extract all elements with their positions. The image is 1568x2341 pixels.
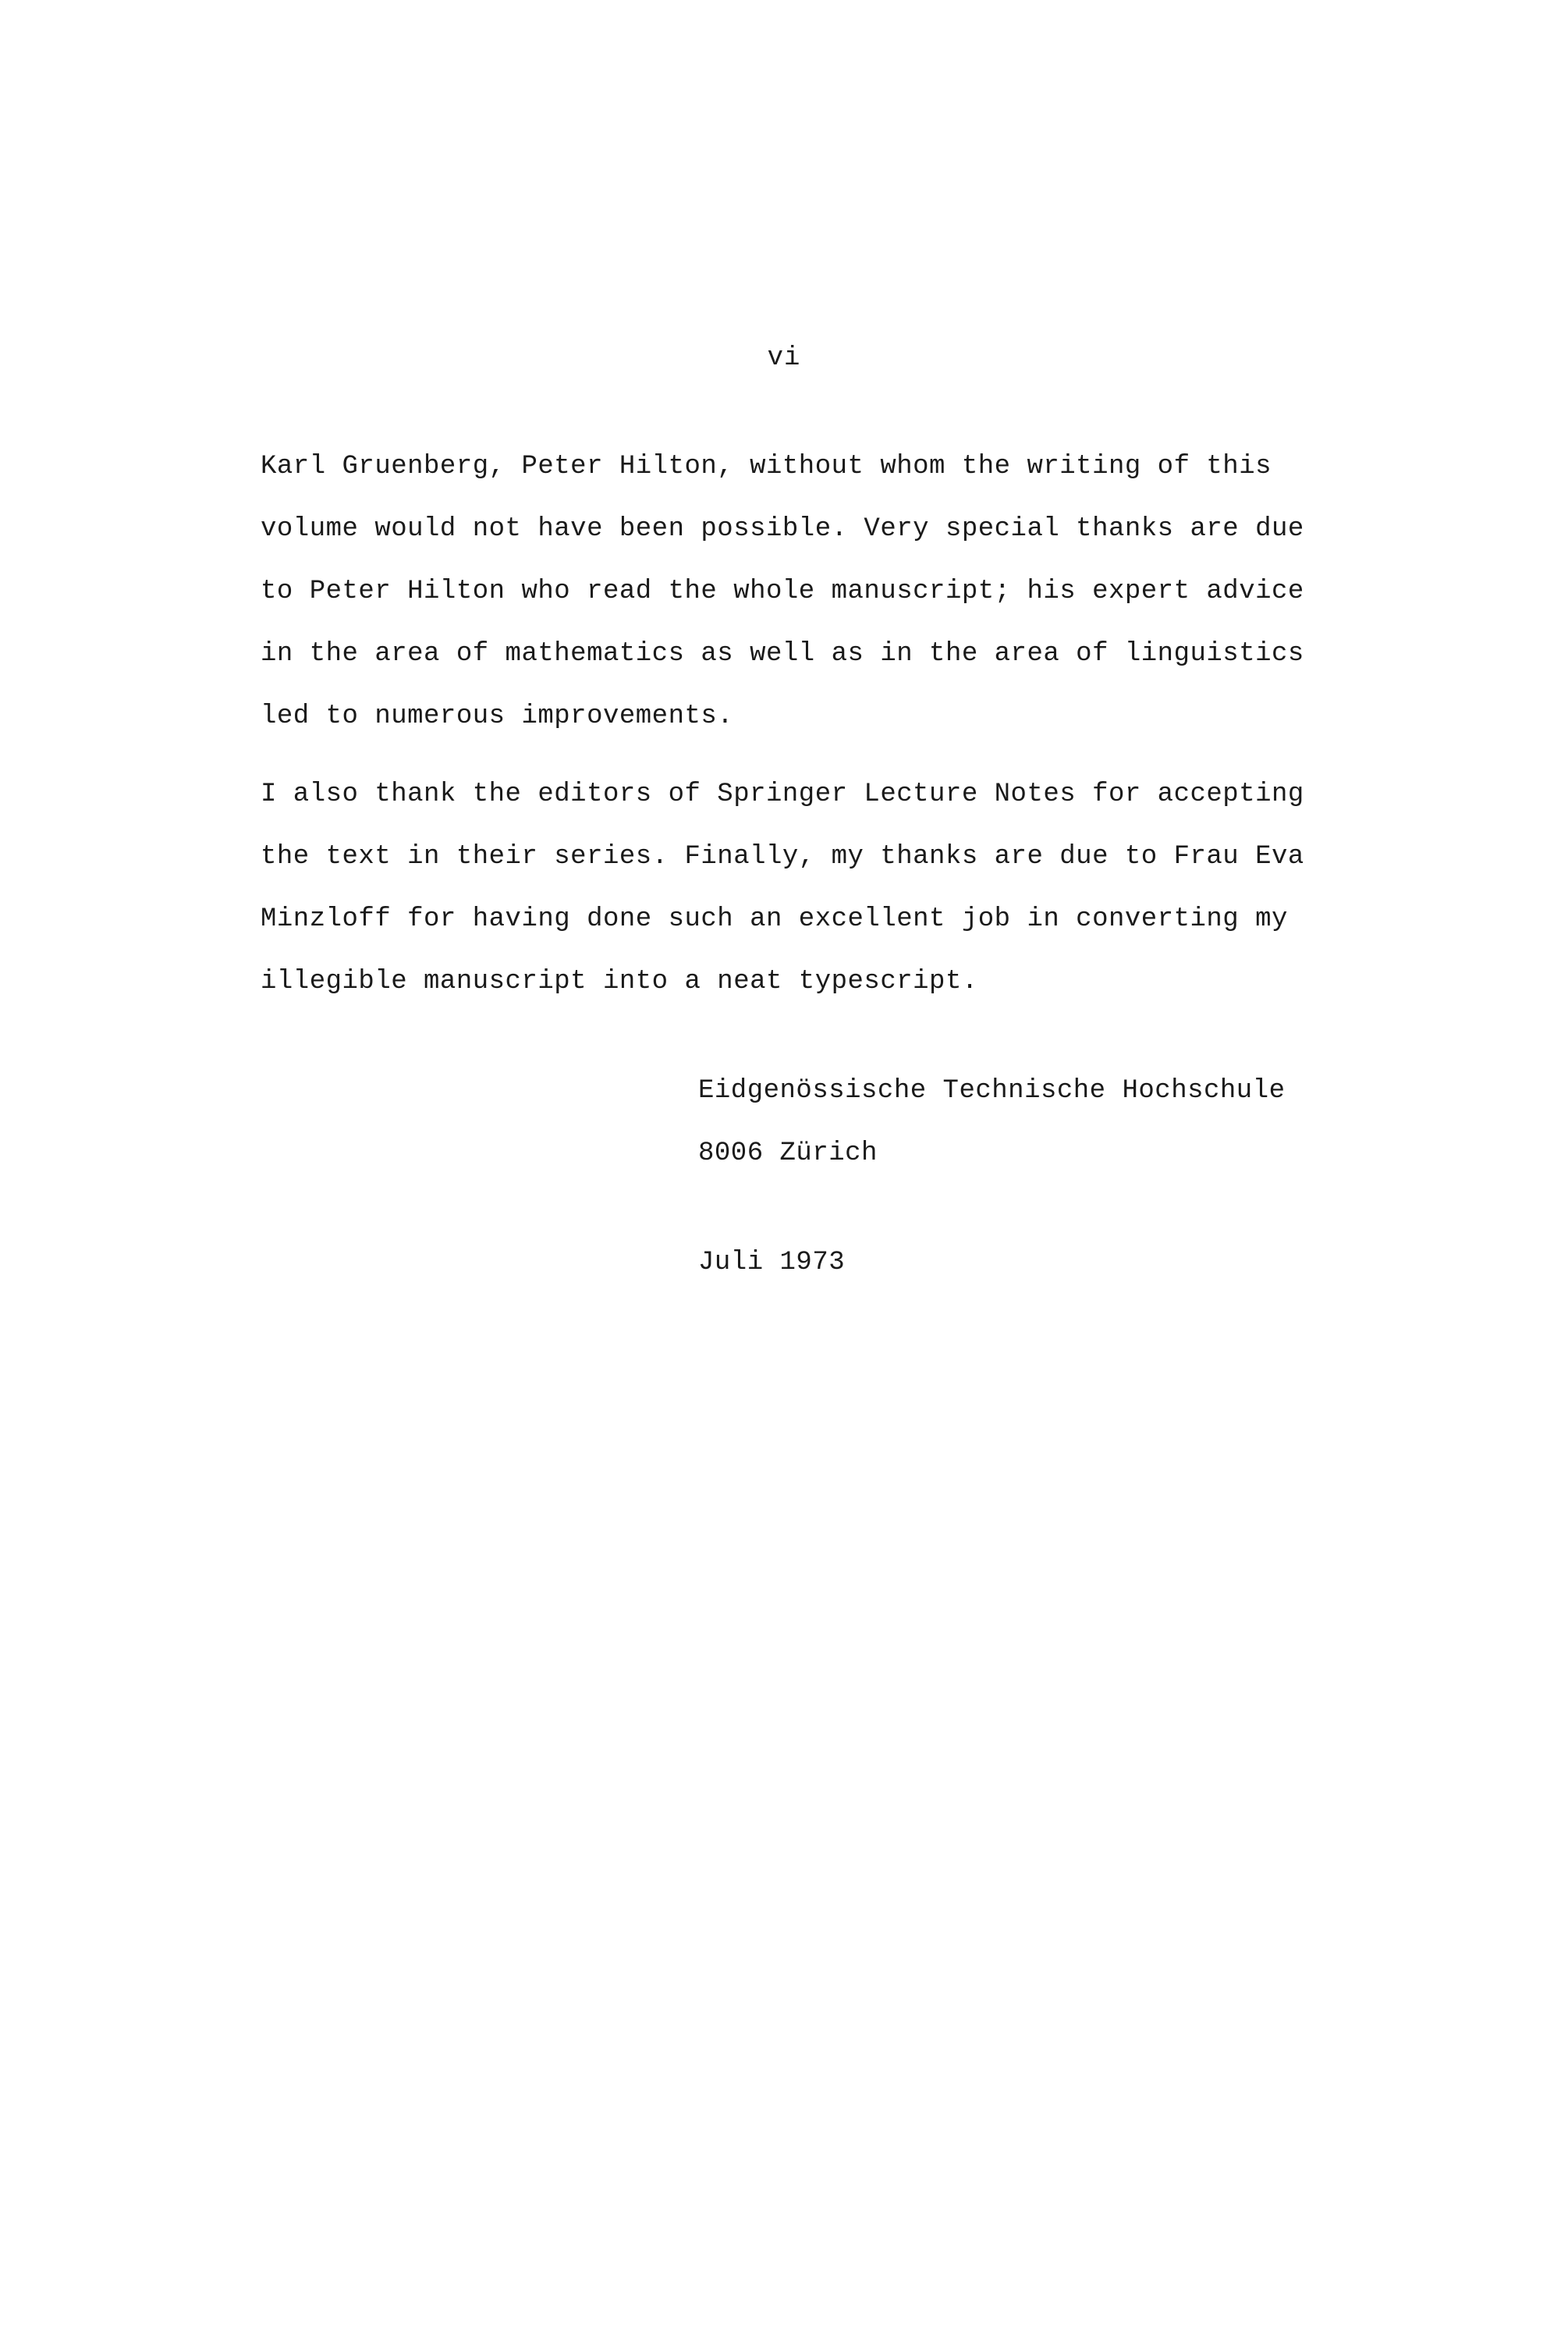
text-line: led to numerous improvements.: [261, 702, 734, 731]
text-line: the text in their series. Finally, my thanks are due to Frau Eva: [261, 842, 1304, 872]
text-line: to Peter Hilton who read the whole manuscript; his expert advice: [261, 577, 1304, 606]
text-line: I also thank the editors of Springer Lecture Notes for accepting: [261, 780, 1304, 809]
signature-city: 8006 Zürich: [698, 1139, 878, 1168]
text-line: volume would not have been possible. Very special thanks are due: [261, 514, 1304, 544]
text-line: Minzloff for having done such an excellent job in converting my: [261, 904, 1288, 934]
signature-institution: Eidgenössische Technische Hochschule: [698, 1076, 1286, 1106]
text-line: in the area of mathematics as well as in the area of linguistics: [261, 639, 1304, 669]
text-line: Karl Gruenberg, Peter Hilton, without whom the writing of this: [261, 452, 1272, 481]
paragraph-thanks-editors: [261, 763, 1384, 1013]
signature-date: Juli 1973: [698, 1248, 846, 1277]
page-number: vi: [767, 343, 801, 373]
paragraph-acknowledgements: [261, 435, 1384, 748]
text-line: illegible manuscript into a neat typescript.: [261, 967, 978, 996]
